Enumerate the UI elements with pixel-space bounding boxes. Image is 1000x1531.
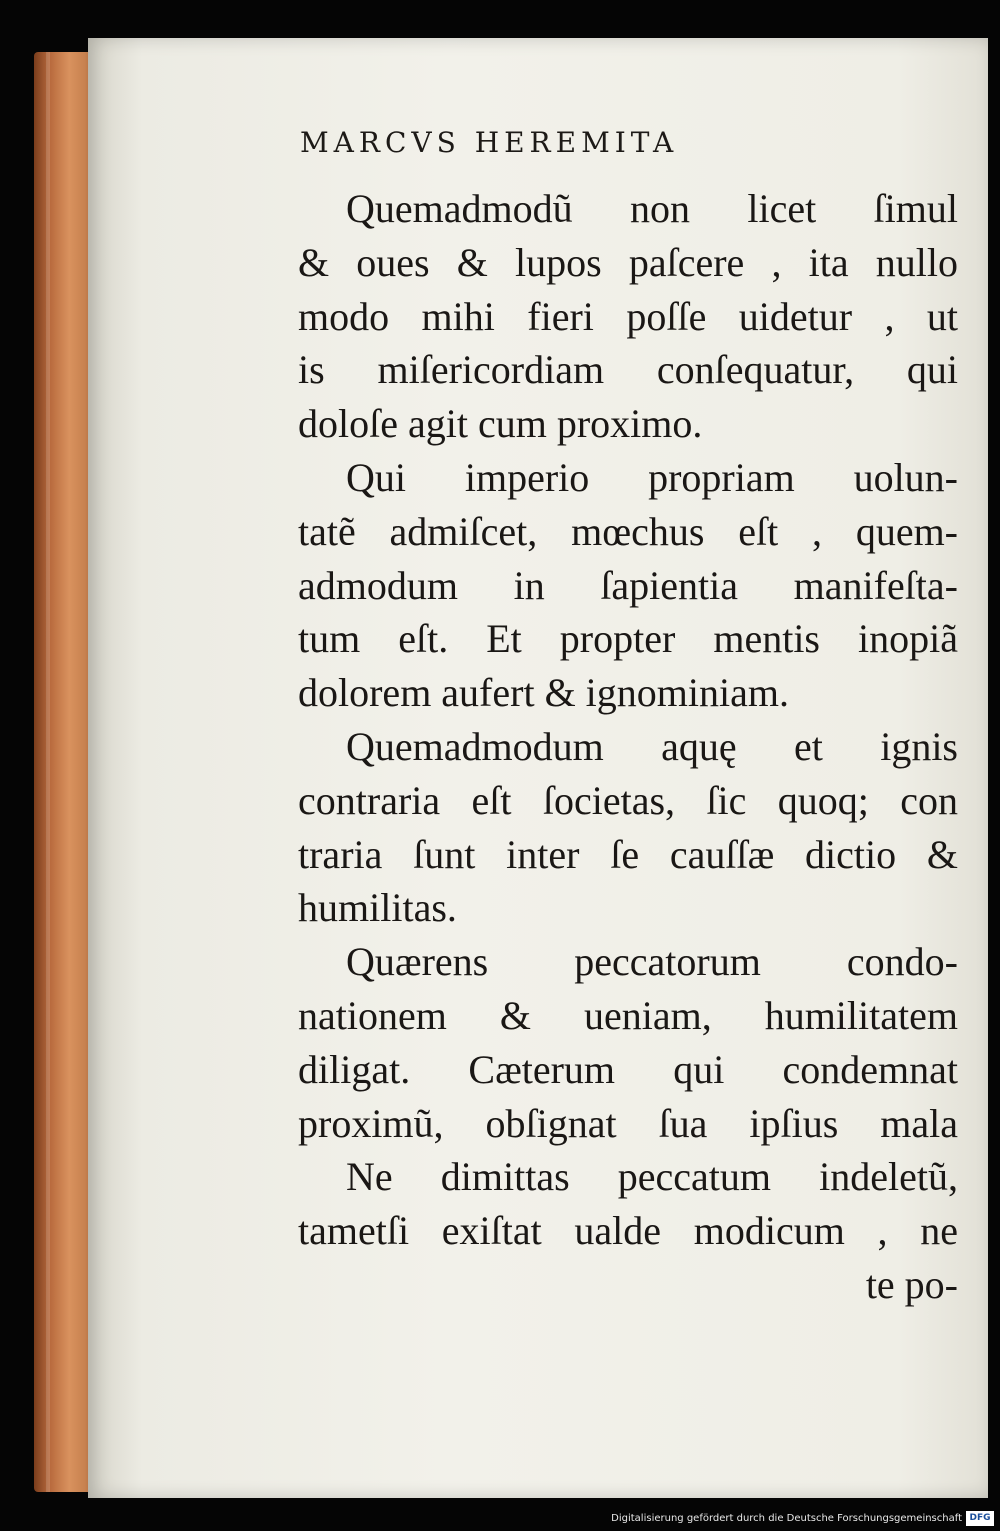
text-line: humilitas.	[298, 885, 457, 931]
funding-credit: Digitalisierung gefördert durch die Deutsche Forschungsgemeinschaft	[611, 1513, 962, 1524]
text-line: doloſe agit cum proximo.	[298, 401, 703, 447]
text-line: modo mihi fieri poſſe uidetur , ut	[298, 293, 958, 339]
text-line: Quemadmodum aquę et ignis	[346, 723, 958, 769]
text-line: traria ſunt inter ſe cauſſæ dictio &	[298, 831, 958, 877]
text-line: Quærens peccatorum condo-	[346, 939, 958, 985]
text-line: tatẽ admiſcet, mœchus eſt , quem-	[298, 508, 958, 554]
text-block	[298, 182, 958, 1312]
text-line: admodum in ſapientia manifeſta-	[298, 562, 958, 608]
text-line: contraria eſt ſocietas, ſic quoq; con	[298, 777, 958, 823]
footer-bar	[0, 1503, 1000, 1531]
dfg-logo: DFG	[966, 1511, 994, 1526]
running-head: MARCVS HEREMITA	[300, 126, 679, 159]
text-line: diligat. Cæterum qui condemnat	[298, 1046, 958, 1092]
text-line: tametſi exiſtat ualde modicum , ne	[298, 1208, 958, 1254]
text-line: & oues & lupos paſcere , ita nullo	[298, 239, 958, 285]
text-line: Quemadmodũ non licet ſimul	[346, 186, 958, 231]
text-line: proximũ, obſignat ſua ipſius mala	[298, 1100, 958, 1146]
text-line: Qui imperio propriam uolun-	[346, 454, 958, 500]
text-line: Ne dimittas peccatum indeletũ,	[346, 1154, 958, 1200]
text-line: is miſericordiam conſequatur, qui	[298, 347, 958, 393]
text-line: dolorem aufert & ignominiam.	[298, 670, 789, 716]
text-line: nationem & ueniam, humilitatem	[298, 992, 958, 1038]
text-line: tum eſt. Et propter mentis inopiã	[298, 616, 958, 662]
catchword: te po-	[865, 1261, 958, 1307]
